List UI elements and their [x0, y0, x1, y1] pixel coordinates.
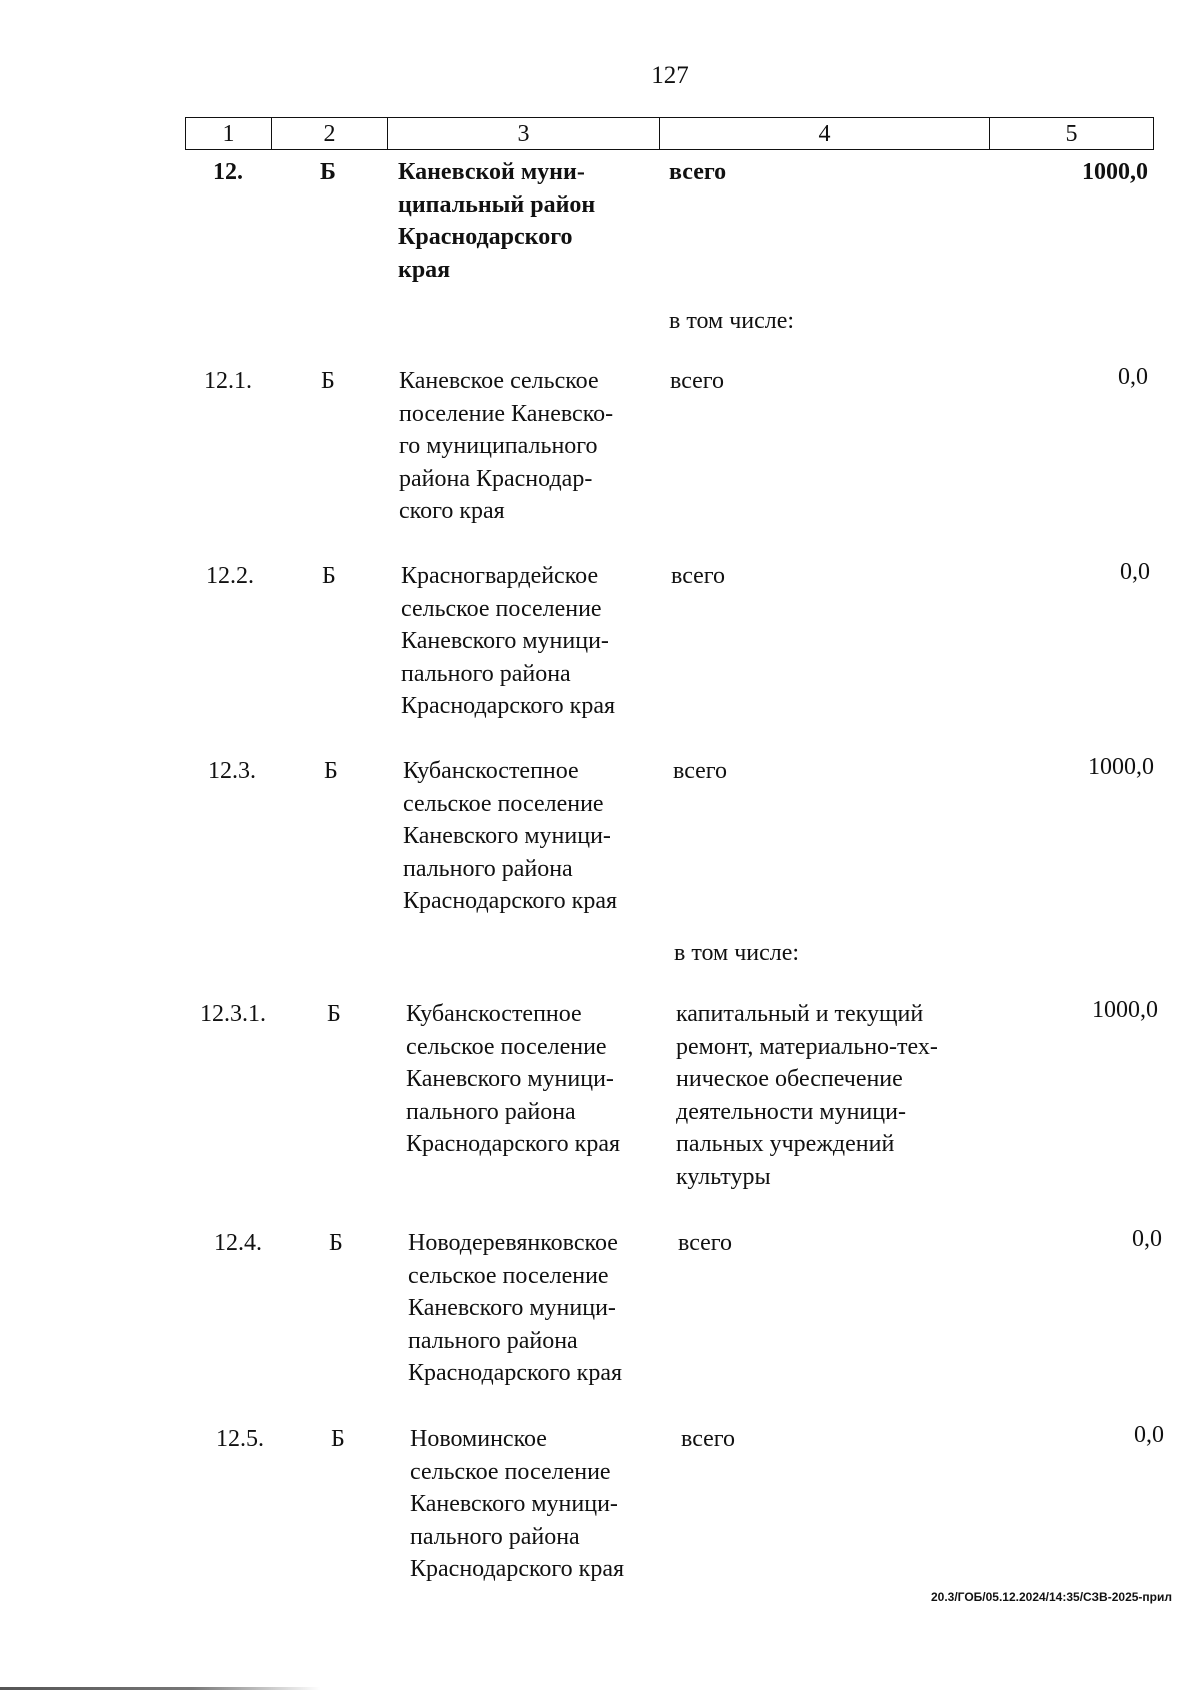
row-name-line: Кубанскостепное — [406, 1001, 582, 1027]
row-amount: 1000,0 — [1088, 754, 1154, 780]
row-name-line: Каневское сельское — [399, 368, 599, 394]
row-category: Б — [324, 758, 338, 784]
row-name-line: го муниципального — [399, 433, 598, 459]
row-purpose-line: культуры — [676, 1163, 771, 1190]
row-number: 12.3.1. — [200, 1001, 266, 1027]
row-name — [406, 998, 657, 1161]
row-number: 12. — [213, 159, 243, 185]
row-number: 12.3. — [208, 758, 256, 784]
row-amount: 0,0 — [1118, 364, 1148, 390]
row-name-line: Каневского муници- — [403, 823, 611, 849]
row-purpose — [670, 365, 980, 398]
row-name-line: пального района — [406, 1098, 576, 1125]
column-header-2: 2 — [272, 118, 388, 150]
row-name-line: Краснодарского края — [403, 888, 618, 914]
row-purpose — [676, 998, 982, 1193]
row-name-line: Каневской муни- — [398, 159, 585, 185]
row-name-line: пального района — [410, 1523, 580, 1550]
row-name-line: Кубанскостепное — [403, 758, 579, 784]
page-number: 127 — [651, 62, 689, 89]
row-name-line: края — [398, 256, 451, 283]
row-name — [408, 1227, 659, 1390]
row-category: Б — [327, 1001, 341, 1027]
row-name-line: Красногвардейское — [401, 563, 599, 589]
subheader-including: в том числе: — [669, 308, 795, 334]
row-category: Б — [331, 1426, 345, 1452]
row-name-line: Краснодарского края — [410, 1556, 625, 1582]
row-number: 12.4. — [214, 1230, 262, 1256]
row-name — [403, 755, 654, 918]
row-purpose-line: деятельности муници- — [676, 1098, 906, 1125]
row-category: Б — [329, 1230, 343, 1256]
column-header-1: 1 — [186, 118, 272, 150]
row-name-line: сельское поселение — [401, 595, 602, 622]
row-purpose-line: капитальный и текущий — [676, 1001, 924, 1027]
row-purpose-line: всего — [671, 563, 726, 589]
row-purpose-line: всего — [681, 1426, 736, 1452]
row-name-line: ского края — [399, 498, 505, 524]
scan-edge-line — [0, 1687, 320, 1690]
column-header-4: 4 — [660, 118, 990, 150]
row-name-line: Каневского муници- — [401, 628, 609, 654]
row-name-line: пального района — [403, 855, 573, 882]
row-number: 12.2. — [206, 563, 254, 589]
column-header-3: 3 — [388, 118, 660, 150]
row-name-line: Каневского муници- — [408, 1295, 616, 1321]
row-purpose — [669, 156, 979, 189]
row-category: Б — [320, 159, 336, 185]
row-number: 12.5. — [216, 1426, 264, 1452]
row-purpose-line: всего — [669, 159, 727, 185]
row-name-line: Краснодарского края — [406, 1131, 621, 1157]
row-purpose-line: всего — [673, 758, 728, 784]
column-header-row — [186, 118, 1154, 150]
row-name — [410, 1423, 661, 1586]
row-purpose — [673, 755, 983, 788]
row-amount: 0,0 — [1120, 559, 1150, 585]
row-amount: 0,0 — [1134, 1422, 1164, 1448]
row-purpose — [681, 1423, 991, 1456]
row-name — [398, 156, 649, 286]
row-name — [399, 365, 650, 528]
row-name-line: сельское поселение — [403, 790, 604, 817]
row-name-line: Краснодарского края — [408, 1360, 623, 1386]
row-purpose — [671, 560, 981, 593]
row-name-line: Каневского муници- — [410, 1491, 618, 1517]
column-header-5: 5 — [990, 118, 1154, 150]
row-amount: 1000,0 — [1082, 159, 1148, 185]
row-purpose — [678, 1227, 988, 1260]
row-name-line: сельское поселение — [408, 1262, 609, 1289]
row-name-line: района Краснодар- — [399, 465, 593, 492]
row-purpose-line: ническое обеспечение — [676, 1066, 903, 1092]
row-name-line: Краснодарского — [398, 224, 573, 250]
subheader-including: в том числе: — [674, 940, 800, 966]
row-name-line: Каневского муници- — [406, 1066, 614, 1092]
row-purpose-line: ремонт, материально-тех- — [676, 1033, 938, 1060]
row-name-line: пального района — [408, 1327, 578, 1354]
row-amount: 0,0 — [1132, 1226, 1162, 1252]
row-number: 12.1. — [204, 368, 252, 394]
row-name-line: поселение Каневско- — [399, 400, 614, 427]
row-name-line: Новоминское — [410, 1426, 547, 1452]
column-header-table — [185, 117, 1154, 150]
row-amount: 1000,0 — [1092, 997, 1158, 1023]
row-purpose-line: всего — [678, 1230, 733, 1256]
row-purpose-line: всего — [670, 368, 725, 394]
row-category: Б — [322, 563, 336, 589]
document-code: 20.3/ГОБ/05.12.2024/14:35/СЗВ-2025-прил — [930, 1590, 1172, 1604]
row-purpose-line: пальных учреждений — [676, 1131, 895, 1157]
row-name-line: сельское поселение — [410, 1458, 611, 1485]
row-category: Б — [321, 368, 335, 394]
row-name-line: ципальный район — [398, 191, 596, 218]
row-name-line: Новодеревянковское — [408, 1230, 618, 1256]
row-name-line: сельское поселение — [406, 1033, 607, 1060]
row-name-line: пального района — [401, 660, 571, 687]
row-name — [401, 560, 652, 723]
row-name-line: Краснодарского края — [401, 693, 616, 719]
